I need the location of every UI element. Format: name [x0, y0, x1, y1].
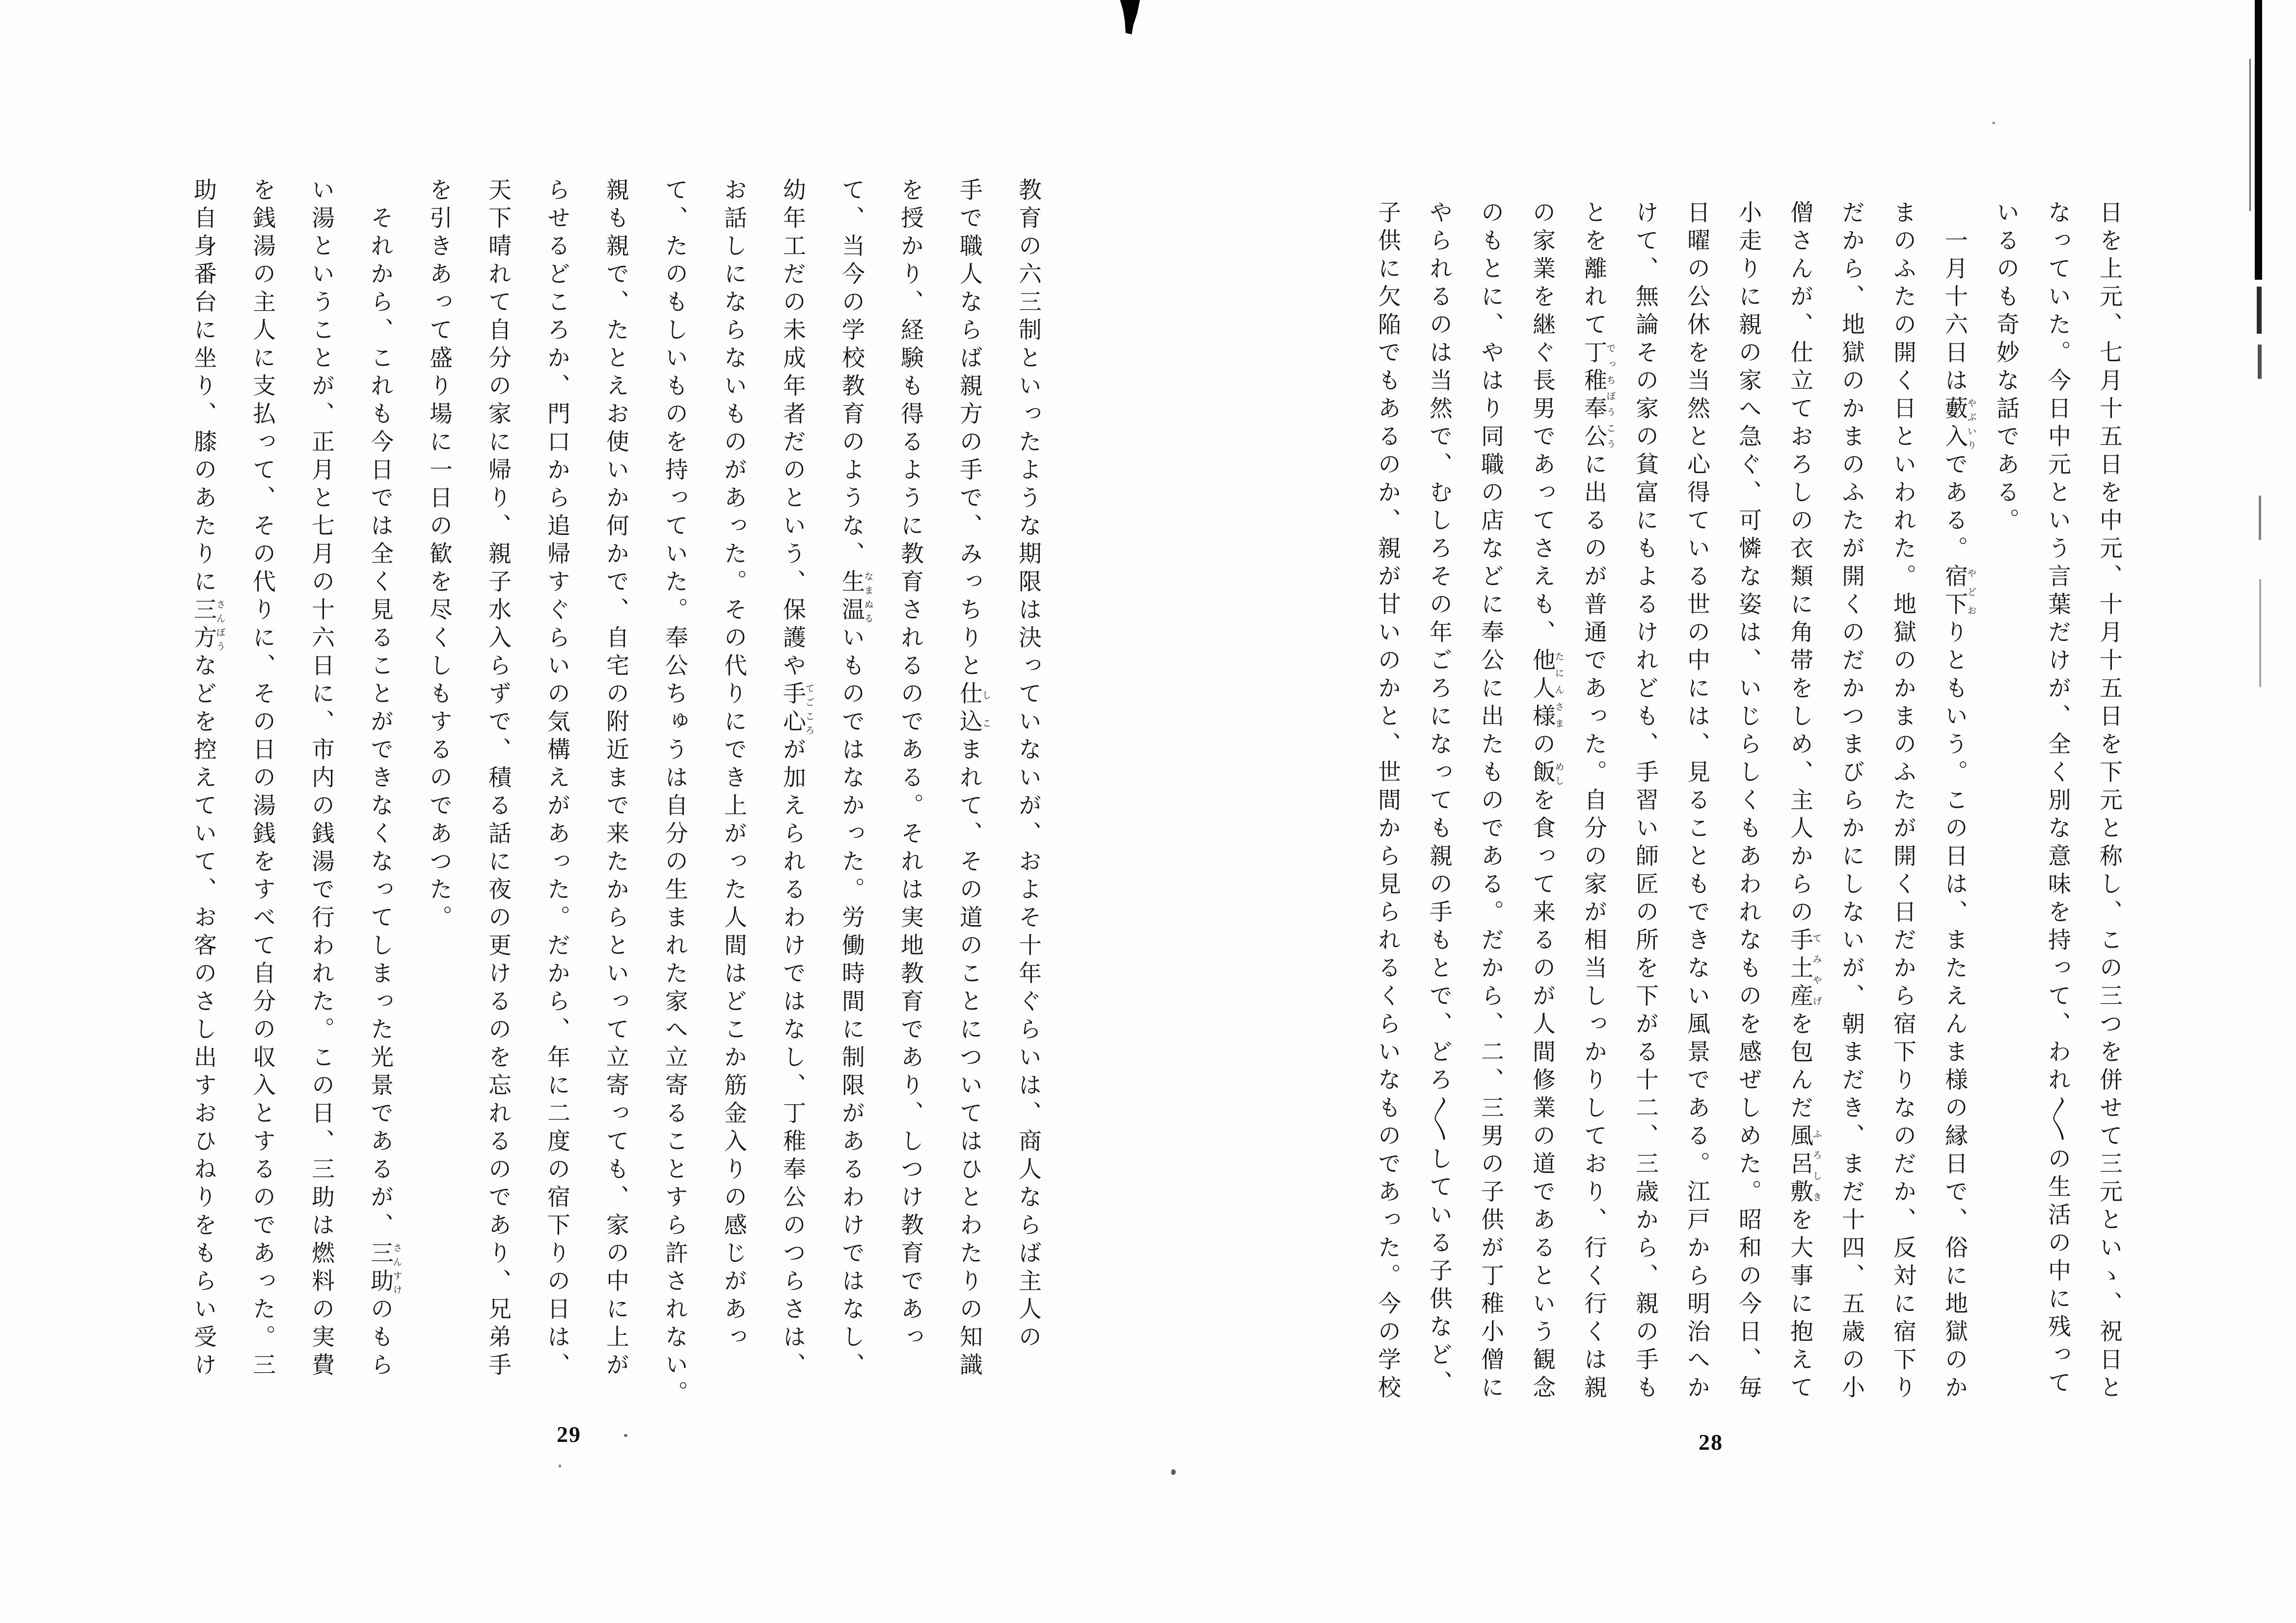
text-column: らせるどころか、門口から追帰すぐらいの気構えがあった。だから、年に二度の宿下りの日は、 [544, 178, 569, 1381]
text-column: とを離れて丁稚奉公でっちぼうこうに出るのが普通であった。自分の家が相当しっかりしており、行く行くは親 [1581, 200, 1616, 1403]
page-edge-shadow [2257, 287, 2262, 334]
page-number-29: 29 [557, 1422, 581, 1447]
text-column: て、たのもしいものを持っていた。奉公ちゅうは自分の生まれた家へ立寄ることすら許されない。 [662, 178, 687, 1409]
text-column: 日曜の公休を当然と心得ている世の中には、見ることもできない風景である。江戸から明治へか [1684, 200, 1709, 1403]
page-edge-shadow [2259, 579, 2261, 687]
text-column: だから、地獄のかまのふたが開くのだかつまびらかにしないが、朝まだき、まだ十四、五歳の小 [1838, 200, 1864, 1403]
text-column: のもとに、やはり同職の店などに奉公に出たものである。だから、二、三男の子供が丁稚小僧に [1478, 200, 1503, 1403]
text-column: 親も親で、たとえお使いか何かで、自宅の附近まで来たからといって立寄っても、家の中に上が [603, 178, 628, 1381]
text-column: 天下晴れて自分の家に帰り、親子水入らずで、積る話に夜の更けるのを忘れるのであり、兄弟手 [485, 178, 511, 1381]
text-column: 日を上元、七月十五日を中元、十月十五日を下元と称し、この三つを併せて三元といゝ、祝日と [2096, 200, 2122, 1403]
dust-speck [624, 1434, 627, 1437]
dust-speck [1171, 1469, 1176, 1475]
text-column: お話しにならないものがあった。その代りにでき上がった人間はどこか筋金入りの感じがあっ [721, 178, 746, 1353]
page-edge-shadow [2258, 345, 2262, 379]
ink-blot-top-center [1118, 0, 1140, 34]
text-column: 子供に欠陥でもあるのか、親が甘いのかと、世間から見られるくらいなものであった。今の学校 [1375, 200, 1400, 1403]
page-edge-shadow [2259, 496, 2261, 540]
page-29-text-block [173, 178, 1057, 1449]
page-number-28: 28 [1699, 1430, 1723, 1455]
text-column: なっていた。今日中元という言葉だけが、全く別な意味を持って、われ〱の生活の中に残って [2045, 200, 2070, 1398]
page-edge-shadow [2255, 0, 2262, 280]
text-column: けて、無論その家の貧富にもよるけれども、手習い師匠の所を下がる十二、三歳から、親の手も [1632, 200, 1658, 1403]
text-column: 幼年工だの未成年者だのという、保護や手心てごころが加えられるわけではなし、丁稚奉公のつらさは、 [780, 178, 814, 1381]
text-column: それから、これも今日では全く見ることができなくなってしまった光景であるが、三助さんすけのもら [367, 178, 402, 1381]
page-edge-shadow [2249, 59, 2251, 211]
text-column: いるのも奇妙な話である。 [1993, 200, 2019, 536]
text-column: い湯ということが、正月と七月の十六日に、市内の銭湯で行われた。この日、三助は燃料の実費 [308, 178, 334, 1381]
text-column: 教育の六三制といったような期限は決っていないが、およそ十年ぐらいは、商人ならば主人の [1015, 178, 1041, 1353]
text-column: を引きあって盛り場に一日の歓を尽くしもするのであつた。 [426, 178, 452, 933]
text-column: て、当今の学校教育のような、生温なまぬるいものではなかった。労働時間に制限があるわけではなし、 [838, 178, 873, 1381]
page-28-text-block [1360, 200, 2134, 1459]
text-column: 小走りに親の家へ急ぐ、可憐な姿は、いじらしくもあわれなものを感ぜしめた。昭和の今日、毎 [1735, 200, 1761, 1403]
text-column: やられるのは当然で、むしろその年ごろになっても親の手もとで、どろ〱している子供など、 [1426, 200, 1452, 1398]
text-column: 助自身番台に坐り、膝のあたりに三方さんぼうなどを控えていて、お客のさし出すおひねりをもらい受け [190, 178, 225, 1381]
dust-speck [1992, 122, 1995, 124]
text-column: を授かり、経験も得るように教育されるのである。それは実地教育であり、しつけ教育であっ [897, 178, 923, 1353]
text-column: の家業を継ぐ長男であってさえも、他人様たにんさまの飯めしを食って来るのが人間修業の道であるという観念 [1529, 200, 1564, 1403]
text-column: 僧さんが、仕立ておろしの衣類に角帯をしめ、主人からの手土産てみやげを包んだ風呂敷ふろしきを大事に抱えて [1787, 200, 1822, 1403]
text-column: まのふたの開く日といわれた。地獄のかまのふたが開く日だから宿下りなのだか、反対に宿下り [1890, 200, 1916, 1403]
text-column: 手で職人ならば親方の手で、みっちりと仕込しこまれて、その道のことについてはひとわたりの知識 [956, 178, 991, 1381]
text-column: を銭湯の主人に支払って、その代りに、その日の湯銭をすべて自分の収入とするのであった。三 [249, 178, 275, 1381]
dust-speck [559, 1464, 561, 1467]
text-column: 一月十六日は藪入やぶいりである。宿下やどおりともいう。この日は、またえんま様の縁日で、俗に地獄のか [1942, 200, 1976, 1403]
